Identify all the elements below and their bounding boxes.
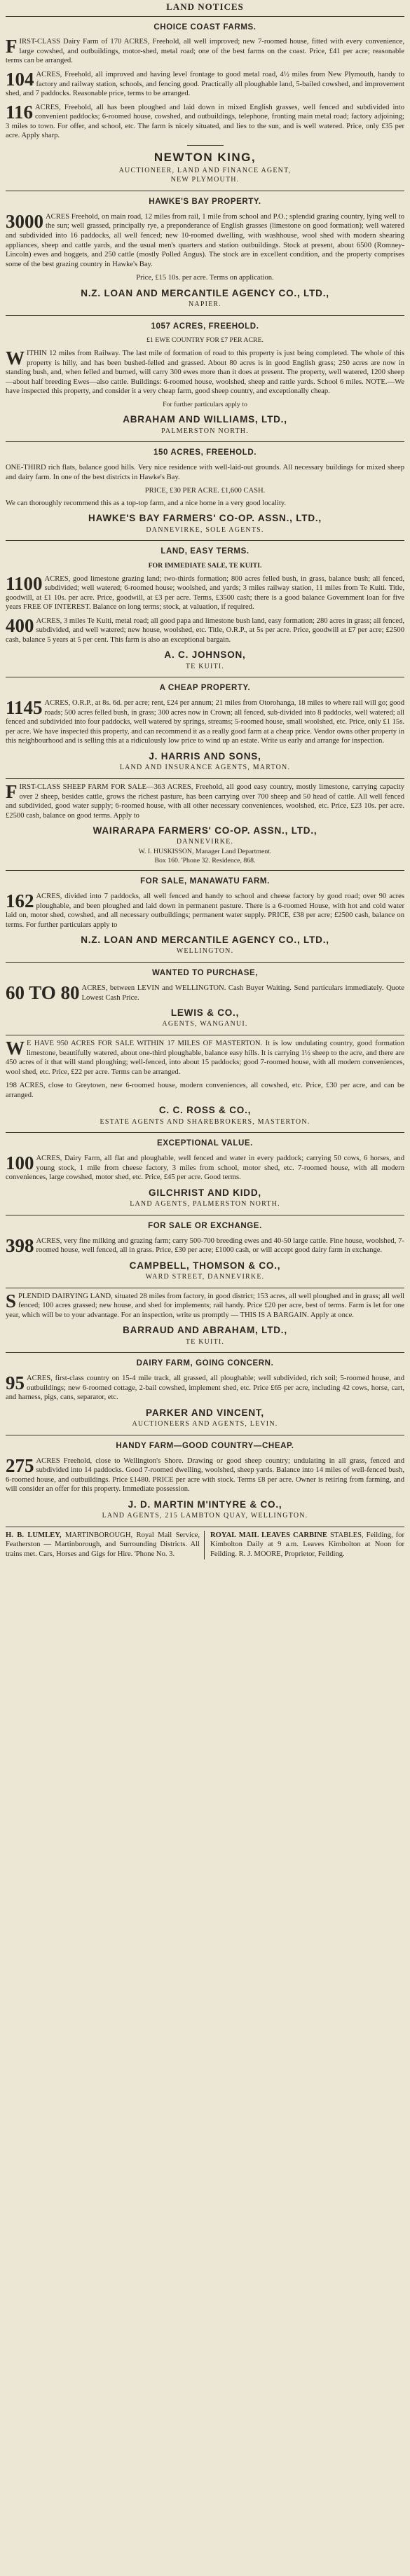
listing	[6, 103, 404, 141]
notice-text: STABLES, Feilding, for Kimbolton Daily at 9 a.m. Leaves Kimbolton at Noon for Feilding. R. J. MOORE, Proprietor, Feilding.	[210, 1531, 405, 1558]
company-name: HAWKE'S BAY FARMERS' CO-OP. ASSN., LTD.,	[88, 513, 322, 524]
lead-figure: 100	[6, 1152, 34, 1174]
lead-figure: 400	[6, 614, 34, 636]
ad-subheading: FOR IMMEDIATE SALE, TE KUITI.	[148, 562, 262, 570]
listing-text: ACRES, between LEVIN and WELLINGTON. Cash Buyer Waiting. Send particulars immediately. Quote Lowest Cash Price.	[81, 984, 404, 1002]
lead-figure: 3000	[6, 210, 43, 232]
ad-150-acres	[6, 441, 404, 540]
listing-text: ONE-THIRD rich flats, balance good hills. Very nice residence with well-laid-out grounds. All necessary buildings for mixed sheep and dairy farm. In one of the best districts in Hawke's Bay.	[6, 464, 404, 481]
company-sub: LAND AGENTS, PALMERSTON NORTH.	[130, 1200, 280, 1208]
ad-heading: HANDY FARM—GOOD COUNTRY—CHEAP.	[116, 1441, 294, 1450]
ad-sale-or-exchange	[6, 1215, 404, 1288]
listing-text: IRST-CLASS SHEEP FARM FOR SALE—363 ACRES, Freehold, all good easy country, mostly limestone, carrying capacity over 2 sheep, besides cattle, grows the richest pasture, has been carrying over 700 sheep and 50 head of cattle. All well fenced and subdivided, good water supply; 6-roomed house, with all other necessary conveniences, woolshed, etc. Price, £23 10s. per acre. £2500 cash, balance on good terms. Apply to	[6, 783, 404, 820]
company-name: N.Z. LOAN AND MERCANTILE AGENCY CO., LTD.,	[81, 287, 329, 298]
company-name: C. C. ROSS & CO.,	[158, 1105, 252, 1116]
ad-hawkes-bay-property	[6, 191, 404, 315]
listing-text: PLENDID DAIRYING LAND, situated 28 miles from factory, in good district; 153 acres, all well ploughed and in grass; all well fenced; 100 acres grassed; new house, and shed for implements; rail handy. Price £20 per acre, best of terms. Farm is let for one year, which will be to your advantage. For an inspection, write us promptly — THIS IS A BARGAIN. Apply at once.	[6, 1292, 404, 1319]
agent-title: AUCTIONEER, LAND AND FINANCE AGENT,	[118, 166, 292, 174]
lead-figure: 116	[6, 101, 34, 123]
listing	[6, 1292, 404, 1321]
listing-text: ACRES, O.R.P., at 8s. 6d. per acre; rent, £24 per annum; 21 miles from Otorohanga, 18 miles to where rail will go; good roads; 500 acres felled bush, in grass; 300 acres now in Crown; all fenced, sub-divided into 8 paddocks, well watered; all fenced and subdivided into four paddocks, well watered by springs, streams; 5-roomed house, small woolshed, etc. Price, only £1 15s. per acre. We have inspected this property, and can recommend it as a really good farm at a cheap price. Vendor owns other property in this neighbourhood and is selling this at a ridiculously low price to wind up an estate. Write us early and arrange for inspection.	[6, 699, 405, 745]
ad-heading: HAWKE'S BAY PROPERTY.	[149, 198, 261, 207]
company-place: DANNEVIRKE, SOLE AGENTS.	[146, 525, 264, 534]
company-sub: LAND AND INSURANCE AGENTS, MARTON.	[119, 764, 291, 772]
lead-figure: 60 TO 80	[6, 982, 80, 1003]
ad-heading: FOR SALE OR EXCHANGE.	[148, 1221, 262, 1230]
listing-text: ACRES, divided into 7 paddocks, all well fenced and handy to school and cheese factory by good road; over 90 acres ploughable, and been ploughed and laid down in permanent pasture. There is a 6-roomed House, with hot and cold water laid on, motor shed, cowshed, and all necessary outbuildings; permanent water supply. PRICE, £38 per acre; £2500 cash, balance on terms. For further particulars apply to	[6, 893, 404, 929]
listing-text: IRST-CLASS Dairy Farm of 170 ACRES, Freehold, all well improved; new 7-roomed house, fitted with every convenience, large cowshed, and outbuildings, motor-shed, metal road; one of the best farms on the coast. Price, £41 per acre; reasonable terms can be arranged.	[6, 38, 404, 65]
ad-small-notices	[6, 1527, 404, 1564]
ad-wanted-to-purchase	[6, 962, 404, 1035]
ad-heading: 1057 ACRES, FREEHOLD.	[151, 322, 259, 331]
notice-text: MARTINBOROUGH, Royal Mail Service, Featherston — Martinborough, and Surrounding Districts. All trains met. Cars, Horses and Gigs for Hire. 'Phone No. 3.	[6, 1531, 200, 1558]
lead-figure: W	[6, 1038, 25, 1059]
divider	[187, 145, 224, 146]
lead-figure: 398	[6, 1234, 34, 1256]
agent-name: NEWTON KING,	[153, 150, 257, 164]
ad-land-easy-terms	[6, 540, 404, 677]
listing-text: E HAVE 950 ACRES FOR SALE WITHIN 17 MILES OF MASTERTON. It is low undulating country, good formation limestone, beautifully watered, about one-third ploughable, balance easy hills. It is carrying 1½ sheep to the acre, and there are 450 acres of it that will stand ploughing; well-fenced, into about 15 paddocks; good 7-roomed house, with all modern conveniences, wool shed, etc. Price, £22 per acre. Terms can be arranged.	[6, 1040, 404, 1076]
ad-heading: EXCEPTIONAL VALUE.	[157, 1139, 253, 1148]
lead-figure: 95	[6, 1372, 25, 1394]
ad-1057-acres	[6, 315, 404, 442]
listing-text: ACRES, very fine milking and grazing farm; carry 500-700 breeding ewes and 40-50 large cattle. Fine house, woolshed, 7-roomed house, well fenced, all in grass. Price, £30 per acre; £1000 cash, or will accept good dairy farm in exchange.	[36, 1237, 404, 1255]
listing	[6, 1039, 404, 1077]
ad-heading: DAIRY FARM, GOING CONCERN.	[136, 1359, 274, 1368]
ad-dairy-going-concern	[6, 1352, 404, 1434]
lead-figure: 275	[6, 1454, 34, 1476]
listing	[6, 349, 404, 397]
listing-text: ACRES, Freehold, all has been ploughed and laid down in mixed English grasses, well fenced and subdivided into convenient paddocks; 6-roomed house, cowshed, and outbuildings, telephone, fronting main metal road; factory adjoining; 3 miles to town. For offer, and school, etc. The farm is nicely situated, and lies to the sun, and is well watered. Price, only £35 per acre. Apply sharp.	[6, 103, 404, 140]
company-sub: AUCTIONEERS AND AGENTS, LEVIN.	[132, 1420, 278, 1428]
ad-heading: LAND, EASY TERMS.	[160, 547, 250, 556]
agent-name: A. C. JOHNSON,	[164, 649, 246, 661]
ad-heading: FOR SALE, MANAWATU FARM.	[140, 877, 270, 886]
ad-manawatu-farm	[6, 870, 404, 962]
ad-heading: CHOICE COAST FARMS.	[153, 22, 257, 32]
company-name: PARKER AND VINCENT,	[146, 1407, 264, 1418]
phone-line: Box 160. 'Phone 32. Residence, 868.	[154, 856, 256, 865]
listing-text: ACRES Freehold, on main road, 12 miles from rail, 1 mile from school and P.O.; splendid grazing country, lying well to the sun; well grassed, principally rye, a preponderance of English grasses (limestone on good formation); well watered and subdivided into 16 paddocks, all well fenced; new 10-roomed dwelling, with washhouse, wool shed with modern shearing appliances, sheep and cattle yards, and the usual men's quarters and station outbuildings. Stock at present, about 6500 (Romney-Lincoln) ewes and hoggets, and 250 cattle (mostly Polled Angus). The stock are in excellent condition, and the property comprises some of the best grazing country in Hawke's Bay.	[6, 212, 404, 268]
notice-lead: ROYAL MAIL LEAVES CARBINE	[210, 1531, 327, 1539]
notice-lead: H. B. LUMLEY,	[6, 1531, 62, 1539]
ad-exceptional-value	[6, 1132, 404, 1214]
company-name: N.Z. LOAN AND MERCANTILE AGENCY CO., LTD.,	[81, 935, 329, 946]
company-place: WARD STREET, DANNEVIRKE.	[145, 1272, 265, 1281]
agent-place: TE KUITI.	[185, 662, 225, 670]
company-name: J. D. MARTIN M'INTYRE & CO.,	[128, 1499, 282, 1510]
lead-figure: 1100	[6, 572, 43, 594]
company-name: LEWIS & CO.,	[170, 1007, 240, 1019]
company-place: TE KUITI.	[185, 1337, 225, 1346]
listing	[6, 1234, 404, 1256]
company-place: NAPIER.	[188, 300, 221, 308]
listing	[6, 212, 404, 269]
lead-figure: 104	[6, 68, 34, 90]
lead-figure: W	[6, 347, 25, 369]
ad-cheap-property	[6, 677, 404, 778]
listing-text: ITHIN 12 miles from Railway. The last mile of formation of road to this property is just being completed. The whole of this property is hilly, and has been bushed-felled and grassed. About 80 acres is in good English grass; 250 acres are now in standing bush, and, when felled and burned, will carry 300 ewes more than it does at present. The property, well watered, 1200 sheep—about half breeding Ewes—also cattle. Buildings: 6-roomed house, woolshed, sheep and rattle yards. School 6 miles. NOTE.—We have inspected this property, and consider it a very cheap farm, good sheep country, and exceptionally cheap.	[6, 350, 404, 396]
notice-lumley	[6, 1531, 205, 1559]
price-line: PRICE, £30 PER ACRE. £1,600 CASH.	[144, 487, 266, 495]
company-name: ABRAHAM AND WILLIAMS, LTD.,	[123, 414, 287, 425]
company-name: BARRAUD AND ABRAHAM, LTD.,	[123, 1325, 287, 1336]
company-sub: ESTATE AGENTS AND SHAREBROKERS, MASTERTON.	[100, 1117, 310, 1126]
lead-figure: S	[6, 1290, 17, 1311]
ad-choice-coast-farms	[6, 16, 404, 191]
listing	[6, 70, 404, 99]
company-place: WELLINGTON.	[176, 947, 234, 956]
listing	[6, 614, 404, 645]
company-sub: LAND AGENTS, 215 LAMBTON QUAY, WELLINGTON.	[102, 1512, 308, 1520]
company-name: GILCHRIST AND KIDD,	[149, 1187, 261, 1198]
ad-splendid-dairying-land	[6, 1288, 404, 1353]
ad-heading: WANTED TO PURCHASE,	[151, 969, 259, 978]
manager-line: W. I. HUSKISSON, Manager Land Department.	[138, 848, 272, 856]
price-line: Price, £15 10s. per acre. Terms on application.	[136, 274, 274, 282]
listing	[6, 37, 404, 66]
listing	[6, 892, 404, 930]
listing	[6, 574, 404, 612]
ad-950-acres-masterton	[6, 1035, 404, 1132]
agent-place: NEW PLYMOUTH.	[170, 176, 240, 184]
note: We can thoroughly recommend this as a top-top farm, and a nice home in a very good locality.	[6, 499, 287, 507]
masthead: LAND NOTICES	[166, 1, 244, 12]
lead-figure: F	[6, 780, 18, 802]
ad-handy-farm	[6, 1435, 404, 1527]
listing-text: ACRES Freehold, close to Wellington's Shore. Drawing or good sheep country; undulating in all grass, fenced and subdivided into 14 paddocks. Good 7-roomed dwelling, woolshed, sheep yards. Balance into 14 miles of well-fenced bush, 6-roomed house, and outbuildings. Price £1480. PRICE per acre with stock. Terms £8 per acre. Owner is retiring from farming, and will consider an offer for this property. Immediate possession.	[6, 1456, 404, 1494]
listing-text: ACRES, Dairy Farm, all flat and ploughable, well fenced and water in every paddock; carrying 50 cows, 6 horses, and young stock, 1 mile from cheese factory, 3 miles from school, motor shed, etc. 7-roomed house, with all modern conveniences, large cowshed, motor shed, etc. Price, £45 per acre. Good terms.	[6, 1155, 404, 1182]
company-place: AGENTS, WANGANUI.	[162, 1020, 248, 1028]
listing	[6, 698, 404, 746]
listing	[6, 780, 404, 820]
listing	[6, 1456, 404, 1494]
listing-text: ACRES, Freehold, all improved and having level frontage to good metal road, 4½ miles from New Plymouth, handy to factory and railway station, schools, and fencing good. Practically all ploughable land, 5-bailed cowshed, and improvement shed, and 7 paddocks. Reasonable price, terms to be arranged.	[6, 70, 404, 98]
notice-royal-mail	[210, 1531, 404, 1559]
listing	[6, 984, 404, 1003]
company-name: J. HARRIS AND SONS,	[149, 750, 261, 762]
lead-figure: F	[6, 36, 18, 57]
ad-subheading: £1 EWE COUNTRY FOR £7 PER ACRE.	[146, 336, 264, 345]
listing-text: ACRES, first-class country on 15-4 mile track, all grassed, all ploughable; well subdivided, rich soil; 5-roomed house, and outbuildings; new 6-roomed cottage, 2-bail cowshed, implement shed, etc. Price £65 per acre, including 42 cows, horse, cart, and harness, pigs, cans, separator, etc.	[6, 1375, 404, 1402]
ad-heading: 150 ACRES, FREEHOLD.	[153, 448, 257, 457]
listing	[6, 1374, 404, 1403]
company-place: PALMERSTON NORTH.	[161, 427, 249, 435]
company-place: DANNEVIRKE.	[176, 838, 234, 846]
company-name: WAIRARAPA FARMERS' CO-OP. ASSN., LTD.,	[93, 825, 317, 836]
contact-line: For further particulars apply to	[163, 400, 247, 408]
ad-heading: A CHEAP PROPERTY.	[159, 684, 251, 693]
lead-figure: 162	[6, 890, 34, 911]
listing-text: ACRES, 3 miles Te Kuiti, metal road; all good papa and limestone bush land, easy formation; 280 acres in grass; all fenced, subdivided, and well watered; new house, woolshed, etc. Title, O.R.P., at 5s per acre. Price, goodwill at £7 per acre; £2500 cash, balance 5 years at 5 per cent. This farm is also an exceptional bargain.	[6, 617, 404, 644]
listing-extra: 198 ACRES, close to Greytown, new 6-roomed house, modern conveniences, all cowshed, etc. Price, £30 per acre, and can be arranged.	[6, 1082, 404, 1099]
lead-figure: 1145	[6, 697, 43, 719]
ad-sheep-farm	[6, 778, 404, 870]
listing-text: ACRES, good limestone grazing land; two-thirds formation; 800 acres felled bush, in grass, balance bush; all fenced, subdivided; well watered; 6-roomed house; woolshed, and yards; 3 miles railway station, 11 miles from Te Kuiti. Title, goodwill, at £1 10s. per acre. Price, goodwill, at £3 per acre. Terms, £3500 cash; there is a good balance Government loan for five years FREE OF INTEREST. Balance on long terms; stock, at valuation, if required.	[6, 574, 404, 612]
listing	[6, 1154, 404, 1183]
company-name: CAMPBELL, THOMSON & CO.,	[129, 1260, 281, 1271]
